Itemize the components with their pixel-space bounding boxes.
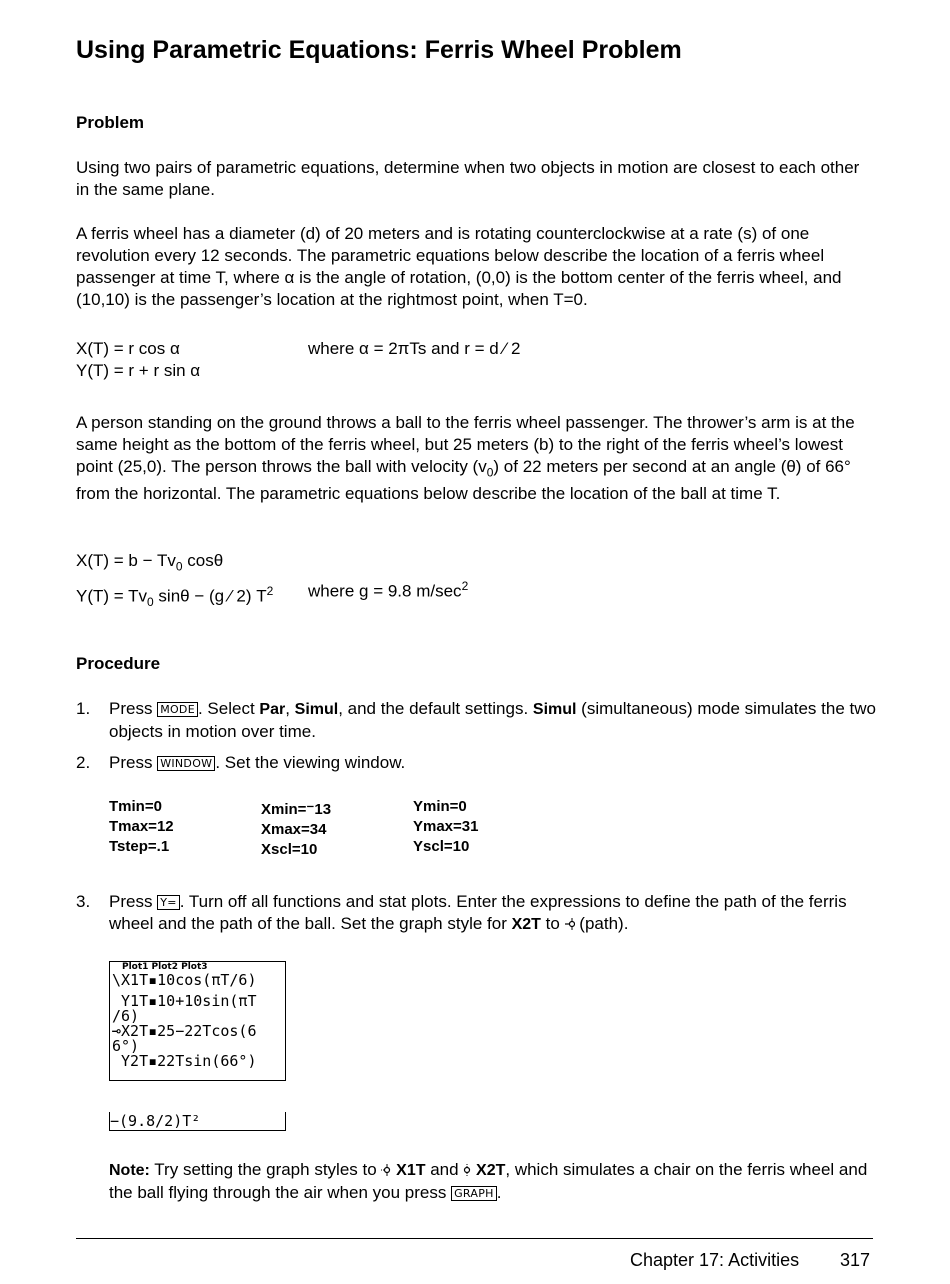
yscl-value: Yscl=10 bbox=[413, 838, 470, 855]
procedure-step-1: 1. Press MODE . Select Par, Simul, and the default settings. Simul (simultaneous) mode simulates the two objects in motion over time. bbox=[76, 699, 876, 741]
ball-equations bbox=[76, 550, 469, 613]
graph-key-icon: GRAPH bbox=[451, 1186, 497, 1201]
problem-intro: Using two pairs of parametric equations, determine when two objects in motion are closest to each other in the same plane. bbox=[76, 158, 860, 199]
v0-subscript: 0 bbox=[486, 465, 494, 480]
note: Note: Try setting the graph styles to X1T and X2T, which simulates a chair on the ferris wheel and the ball flying through the air when you press GRAPH . bbox=[109, 1160, 868, 1202]
ymax-value: Ymax=31 bbox=[413, 818, 479, 835]
tmax-value: Tmax=12 bbox=[109, 818, 174, 835]
ball-eq-y: $Y(T) = Tv_0$ sinθ − (g ⁄ 2) $T^2$ bbox=[76, 584, 274, 610]
page-title: Using Parametric Equations: Ferris Wheel Problem bbox=[76, 36, 682, 64]
screen-line: Y1T▪10+10sin(πT bbox=[112, 992, 257, 1010]
ferris-eq-where: where α = 2πTs and r = d ⁄ 2 bbox=[308, 339, 521, 358]
xmin-value: Xmin=⁻13 bbox=[261, 801, 332, 818]
plot-tabs: Plot1 Plot2 Plot3 bbox=[122, 962, 208, 972]
screen-line: Y2T▪22Tsin(66°) bbox=[112, 1052, 257, 1070]
ball-eq-where: where g = 9.8 $m/\sec^2$ bbox=[308, 579, 469, 601]
xmax-value: Xmax=34 bbox=[261, 821, 327, 838]
mode-key-icon: MODE bbox=[157, 702, 198, 717]
window-y-column bbox=[413, 797, 478, 857]
chapter-label: Chapter 17: Activities bbox=[630, 1250, 800, 1270]
xscl-value: Xscl=10 bbox=[261, 841, 318, 858]
tstep-value: Tstep=.1 bbox=[109, 838, 170, 855]
path-style-icon bbox=[565, 917, 575, 931]
screen-line: /6) bbox=[112, 1007, 140, 1025]
window-key-icon: WINDOW bbox=[157, 756, 215, 771]
ferris-equations bbox=[76, 338, 521, 382]
note-label: Note: bbox=[109, 1162, 150, 1179]
footer-rule bbox=[76, 1238, 873, 1239]
screen-line: ⊸X2T▪25−22Tcos(6 bbox=[112, 1022, 257, 1040]
step-number: 2. bbox=[76, 753, 91, 772]
page-footer bbox=[630, 1250, 871, 1271]
ferris-paragraph: A ferris wheel has a diameter (d) of 20 meters and is rotating counterclockwise at a rate (s) of one revolution every 12 seconds. The parametric equations below describe the location of a ferris wheel passenger at time T, where α is the angle of rotation, (0,0) is the bottom center of the ferris wheel, and (10,10) is the passenger’s location at the rightmost point, when T=0. bbox=[76, 224, 842, 309]
tmin-value: Tmin=0 bbox=[109, 798, 162, 815]
page-number: 317 bbox=[840, 1250, 871, 1270]
step-number: 3. bbox=[76, 892, 91, 911]
window-x-column bbox=[261, 800, 331, 860]
ferris-eq-y: Y(T) = r + r sin α bbox=[76, 361, 201, 380]
y-equals-key-icon: Y= bbox=[157, 895, 180, 910]
problem-heading: Problem bbox=[76, 113, 145, 132]
screen-line: \X1T▪10cos(πT/6) bbox=[112, 971, 257, 989]
ymin-value: Ymin=0 bbox=[413, 798, 467, 815]
ferris-eq-x: X(T) = r cos α bbox=[76, 339, 180, 358]
ball-paragraph-text-1: A person standing on the ground throws a ball to the ferris wheel passenger. The thrower’s arm is at the same height as the bottom of the ferris wheel, but 25 meters (b) to the right of the ferris wheel’s lowest point (25,0). The person throws the ball with velocity (v bbox=[76, 413, 855, 476]
window-t-column bbox=[109, 797, 174, 857]
ball-eq-x: $X(T) = b - Tv_0$ cosθ bbox=[76, 551, 224, 574]
step-number: 1. bbox=[76, 699, 91, 718]
procedure-step-2: 2. Press WINDOW . Set the viewing window. bbox=[76, 753, 406, 772]
procedure-heading: Procedure bbox=[76, 654, 161, 673]
animate-style-icon bbox=[463, 1163, 471, 1177]
ball-paragraph bbox=[76, 412, 876, 505]
screen-line: 6°) bbox=[112, 1037, 140, 1055]
ball-paragraph-text-2: ) of 22 meters per second at an angle (θ) of 66° from the horizontal. The parametric equations below describe the location of the ball at time T. bbox=[76, 457, 851, 504]
calculator-screen-continuation: −(9.8/2)T² bbox=[109, 1112, 286, 1131]
procedure-step-3: 3. Press Y= . Turn off all functions and stat plots. Enter the expressions to define the path of the ferris wheel and the path of the ball. Set the graph style for X2T to (path). bbox=[76, 892, 847, 933]
calculator-screen bbox=[109, 961, 286, 1081]
animate-style-icon bbox=[381, 1163, 391, 1177]
